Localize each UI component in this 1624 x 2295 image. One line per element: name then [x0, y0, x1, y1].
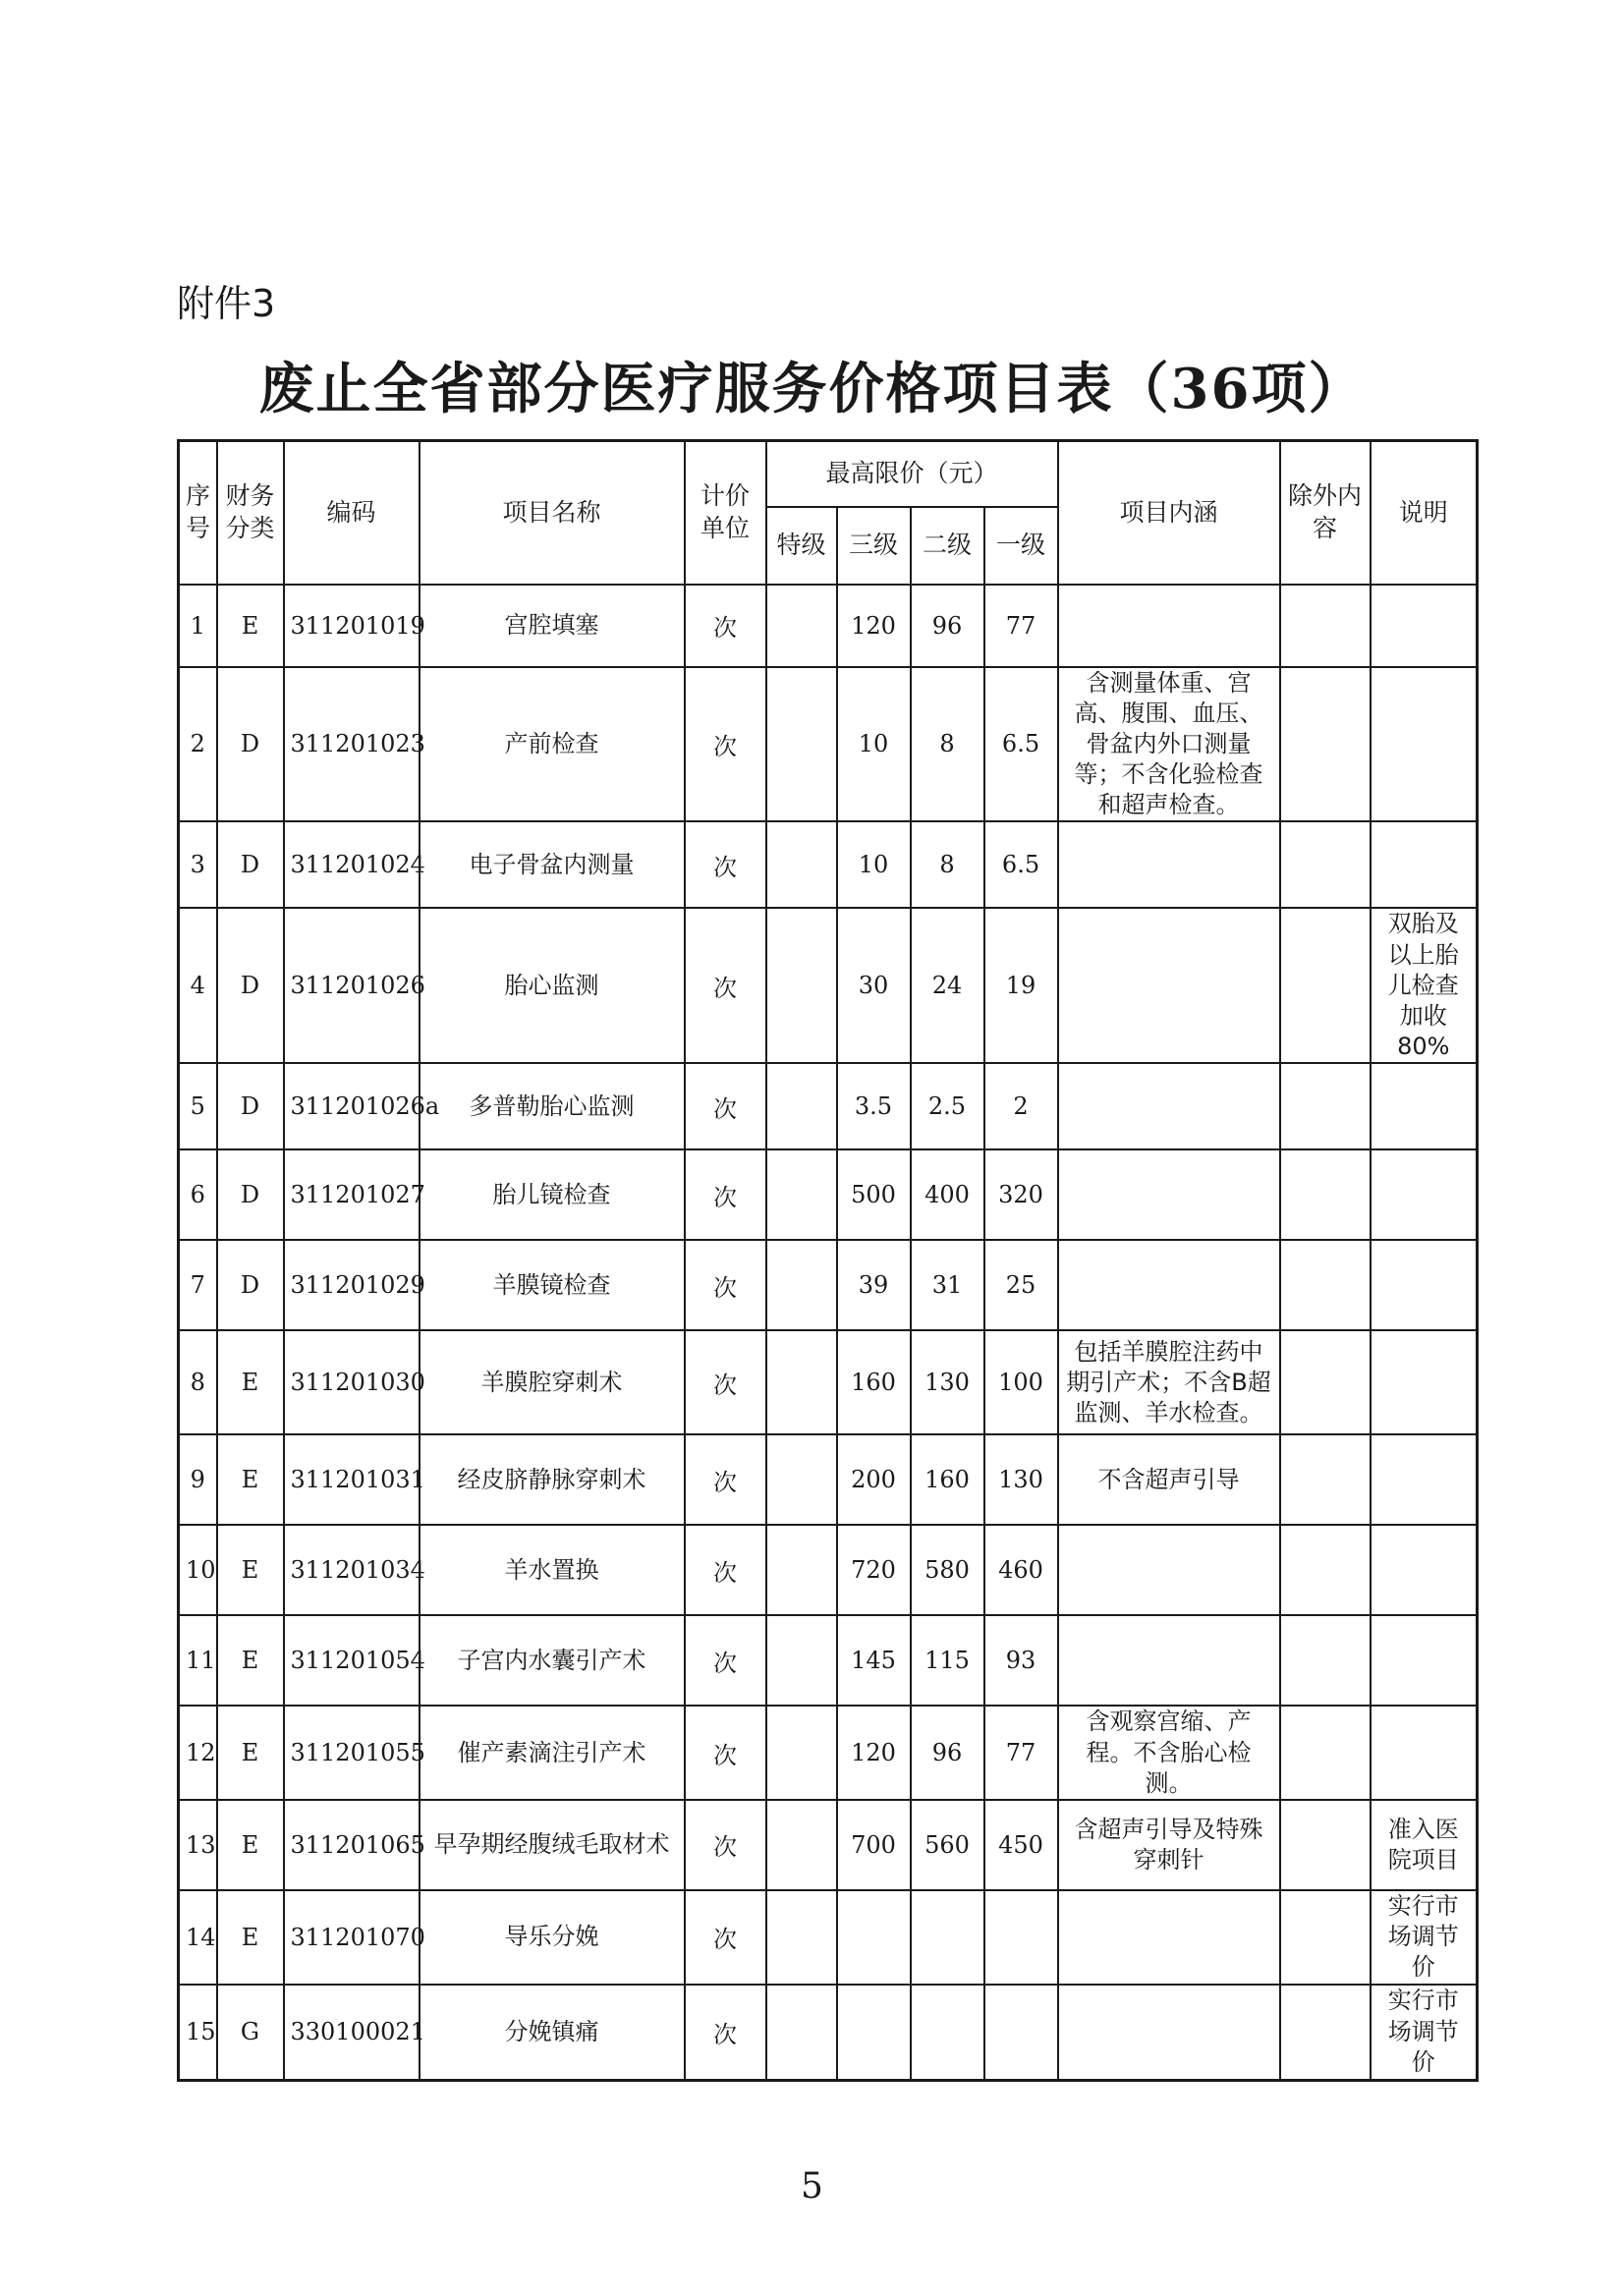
cell-category: E [217, 585, 284, 667]
cell-category: E [217, 1706, 284, 1800]
cell-notes [1371, 1615, 1478, 1706]
cell-exclusions [1280, 1240, 1371, 1330]
cell-content [1058, 1149, 1280, 1240]
header-max-price: 最高限价（元） [766, 441, 1058, 507]
cell-category: E [217, 1525, 284, 1615]
cell-special [766, 585, 837, 667]
cell-content [1058, 1240, 1280, 1330]
header-level2: 二级 [911, 507, 984, 585]
cell-special [766, 1890, 837, 1985]
cell-content: 含测量体重、宫高、腹围、血压、骨盆内外口测量等；不含化验检查和超声检查。 [1058, 667, 1280, 822]
cell-seq: 9 [179, 1434, 217, 1525]
header-special: 特级 [766, 507, 837, 585]
cell-exclusions [1280, 1330, 1371, 1434]
cell-category: D [217, 908, 284, 1063]
cell-content [1058, 1985, 1280, 2081]
table-row [179, 821, 1478, 908]
cell-special [766, 821, 837, 908]
cell-content [1058, 1890, 1280, 1985]
cell-code: 311201055 [284, 1706, 420, 1800]
cell-level1: 2 [984, 1063, 1058, 1149]
price-items-table [177, 439, 1479, 2082]
cell-notes: 双胎及以上胎儿检查加收80% [1371, 908, 1478, 1063]
header-category: 财务分类 [217, 441, 284, 585]
cell-level1: 93 [984, 1615, 1058, 1706]
cell-level2: 8 [911, 821, 984, 908]
cell-exclusions [1280, 1063, 1371, 1149]
cell-category: E [217, 1434, 284, 1525]
cell-content: 含观察宫缩、产程。不含胎心检测。 [1058, 1706, 1280, 1800]
cell-level1 [984, 1890, 1058, 1985]
table-row [179, 1149, 1478, 1240]
cell-exclusions [1280, 1890, 1371, 1985]
cell-name: 羊膜腔穿刺术 [420, 1330, 685, 1434]
cell-unit: 次 [685, 1985, 766, 2081]
cell-level2 [911, 1890, 984, 1985]
cell-name: 胎儿镜检查 [420, 1149, 685, 1240]
cell-category: E [217, 1890, 284, 1985]
cell-category: G [217, 1985, 284, 2081]
cell-seq: 11 [179, 1615, 217, 1706]
cell-level2: 96 [911, 1706, 984, 1800]
cell-seq: 7 [179, 1240, 217, 1330]
cell-notes [1371, 821, 1478, 908]
cell-exclusions [1280, 1149, 1371, 1240]
header-unit: 计价单位 [685, 441, 766, 585]
cell-code: 311201023 [284, 667, 420, 822]
table-row [179, 1434, 1478, 1525]
cell-content [1058, 1525, 1280, 1615]
cell-level1: 130 [984, 1434, 1058, 1525]
cell-special [766, 1706, 837, 1800]
cell-level3 [837, 1890, 911, 1985]
cell-level1: 6.5 [984, 821, 1058, 908]
cell-level1: 77 [984, 1706, 1058, 1800]
cell-special [766, 1330, 837, 1434]
cell-exclusions [1280, 1434, 1371, 1525]
table-row [179, 1800, 1478, 1890]
cell-level3: 160 [837, 1330, 911, 1434]
cell-unit: 次 [685, 1615, 766, 1706]
cell-level3: 120 [837, 1706, 911, 1800]
cell-notes: 实行市场调节价 [1371, 1985, 1478, 2081]
cell-code: 311201027 [284, 1149, 420, 1240]
header-exclusions: 除外内容 [1280, 441, 1371, 585]
cell-unit: 次 [685, 1149, 766, 1240]
cell-level2: 580 [911, 1525, 984, 1615]
cell-code: 311201070 [284, 1890, 420, 1985]
cell-seq: 15 [179, 1985, 217, 2081]
cell-exclusions [1280, 1615, 1371, 1706]
table-row [179, 585, 1478, 667]
cell-unit: 次 [685, 821, 766, 908]
cell-category: D [217, 667, 284, 822]
table-row [179, 1890, 1478, 1985]
header-level3: 三级 [837, 507, 911, 585]
cell-notes: 实行市场调节价 [1371, 1890, 1478, 1985]
table-row [179, 908, 1478, 1063]
cell-category: E [217, 1615, 284, 1706]
cell-unit: 次 [685, 1525, 766, 1615]
cell-notes [1371, 1525, 1478, 1615]
cell-seq: 8 [179, 1330, 217, 1434]
cell-content [1058, 1615, 1280, 1706]
cell-special [766, 1434, 837, 1525]
cell-code: 311201054 [284, 1615, 420, 1706]
cell-level2: 160 [911, 1434, 984, 1525]
header-code: 编码 [284, 441, 420, 585]
cell-level3 [837, 1985, 911, 2081]
cell-code: 311201031 [284, 1434, 420, 1525]
cell-level1: 6.5 [984, 667, 1058, 822]
cell-unit: 次 [685, 1063, 766, 1149]
cell-category: D [217, 1240, 284, 1330]
cell-name: 胎心监测 [420, 908, 685, 1063]
table-row [179, 1330, 1478, 1434]
cell-content [1058, 1063, 1280, 1149]
cell-name: 催产素滴注引产术 [420, 1706, 685, 1800]
cell-special [766, 1240, 837, 1330]
table-row [179, 1063, 1478, 1149]
cell-special [766, 1149, 837, 1240]
cell-unit: 次 [685, 667, 766, 822]
cell-level3: 720 [837, 1525, 911, 1615]
cell-notes [1371, 667, 1478, 822]
header-seq: 序号 [179, 441, 217, 585]
cell-notes [1371, 1434, 1478, 1525]
cell-seq: 13 [179, 1800, 217, 1890]
table-row [179, 1240, 1478, 1330]
table-row [179, 667, 1478, 822]
cell-exclusions [1280, 1800, 1371, 1890]
cell-level3: 10 [837, 667, 911, 822]
cell-category: D [217, 1149, 284, 1240]
cell-content [1058, 908, 1280, 1063]
cell-notes: 准入医院项目 [1371, 1800, 1478, 1890]
cell-seq: 12 [179, 1706, 217, 1800]
cell-level3: 145 [837, 1615, 911, 1706]
cell-name: 产前检查 [420, 667, 685, 822]
cell-code: 311201019 [284, 585, 420, 667]
cell-exclusions [1280, 1706, 1371, 1800]
cell-level1: 19 [984, 908, 1058, 1063]
cell-level3: 120 [837, 585, 911, 667]
cell-unit: 次 [685, 1890, 766, 1985]
header-content: 项目内涵 [1058, 441, 1280, 585]
cell-name: 早孕期经腹绒毛取材术 [420, 1800, 685, 1890]
cell-level1: 460 [984, 1525, 1058, 1615]
cell-level1: 25 [984, 1240, 1058, 1330]
table-row [179, 1706, 1478, 1800]
table-row [179, 1615, 1478, 1706]
cell-level1: 77 [984, 585, 1058, 667]
cell-name: 经皮脐静脉穿刺术 [420, 1434, 685, 1525]
cell-category: D [217, 821, 284, 908]
cell-category: E [217, 1330, 284, 1434]
cell-content: 含超声引导及特殊穿刺针 [1058, 1800, 1280, 1890]
cell-level1: 100 [984, 1330, 1058, 1434]
cell-code: 311201024 [284, 821, 420, 908]
cell-special [766, 908, 837, 1063]
cell-level2: 115 [911, 1615, 984, 1706]
cell-unit: 次 [685, 1706, 766, 1800]
cell-level3: 200 [837, 1434, 911, 1525]
cell-seq: 6 [179, 1149, 217, 1240]
cell-special [766, 1525, 837, 1615]
cell-level1 [984, 1985, 1058, 2081]
cell-notes [1371, 1330, 1478, 1434]
cell-level2: 8 [911, 667, 984, 822]
cell-notes [1371, 1240, 1478, 1330]
cell-level2: 130 [911, 1330, 984, 1434]
cell-special [766, 1985, 837, 2081]
cell-level3: 700 [837, 1800, 911, 1890]
cell-name: 分娩镇痛 [420, 1985, 685, 2081]
cell-special [766, 1800, 837, 1890]
cell-exclusions [1280, 585, 1371, 667]
table-row [179, 1525, 1478, 1615]
cell-special [766, 1615, 837, 1706]
cell-category: E [217, 1800, 284, 1890]
cell-level2 [911, 1985, 984, 2081]
cell-content: 不含超声引导 [1058, 1434, 1280, 1525]
cell-level1: 320 [984, 1149, 1058, 1240]
page-title: 废止全省部分医疗服务价格项目表（36项） [258, 357, 1366, 421]
cell-level2: 2.5 [911, 1063, 984, 1149]
cell-notes [1371, 1149, 1478, 1240]
cell-level2: 560 [911, 1800, 984, 1890]
cell-content [1058, 585, 1280, 667]
cell-level2: 31 [911, 1240, 984, 1330]
cell-level3: 500 [837, 1149, 911, 1240]
cell-name: 多普勒胎心监测 [420, 1063, 685, 1149]
cell-unit: 次 [685, 585, 766, 667]
cell-unit: 次 [685, 1240, 766, 1330]
cell-special [766, 667, 837, 822]
cell-name: 导乐分娩 [420, 1890, 685, 1985]
cell-name: 宫腔填塞 [420, 585, 685, 667]
cell-code: 311201030 [284, 1330, 420, 1434]
cell-seq: 2 [179, 667, 217, 822]
cell-unit: 次 [685, 908, 766, 1063]
cell-unit: 次 [685, 1800, 766, 1890]
cell-seq: 10 [179, 1525, 217, 1615]
cell-code: 311201029 [284, 1240, 420, 1330]
cell-code: 330100021 [284, 1985, 420, 2081]
cell-seq: 3 [179, 821, 217, 908]
cell-seq: 4 [179, 908, 217, 1063]
cell-code: 311201026 [284, 908, 420, 1063]
cell-level3: 30 [837, 908, 911, 1063]
cell-unit: 次 [685, 1330, 766, 1434]
cell-level3: 39 [837, 1240, 911, 1330]
cell-level3: 3.5 [837, 1063, 911, 1149]
cell-level2: 24 [911, 908, 984, 1063]
page-number: 5 [801, 2166, 823, 2207]
cell-exclusions [1280, 1985, 1371, 2081]
cell-level2: 96 [911, 585, 984, 667]
cell-seq: 1 [179, 585, 217, 667]
cell-unit: 次 [685, 1434, 766, 1525]
attachment-label: 附件3 [177, 282, 276, 325]
cell-code: 311201034 [284, 1525, 420, 1615]
cell-name: 羊水置换 [420, 1525, 685, 1615]
cell-seq: 5 [179, 1063, 217, 1149]
cell-exclusions [1280, 667, 1371, 822]
cell-special [766, 1063, 837, 1149]
cell-exclusions [1280, 1525, 1371, 1615]
cell-level2: 400 [911, 1149, 984, 1240]
cell-content: 包括羊膜腔注药中期引产术；不含B超监测、羊水检查。 [1058, 1330, 1280, 1434]
cell-code: 311201065 [284, 1800, 420, 1890]
cell-code: 311201026a [284, 1063, 420, 1149]
cell-name: 子宫内水囊引产术 [420, 1615, 685, 1706]
cell-notes [1371, 1706, 1478, 1800]
cell-level1: 450 [984, 1800, 1058, 1890]
cell-seq: 14 [179, 1890, 217, 1985]
cell-content [1058, 821, 1280, 908]
header-level1: 一级 [984, 507, 1058, 585]
cell-exclusions [1280, 908, 1371, 1063]
table-row [179, 1985, 1478, 2081]
cell-exclusions [1280, 821, 1371, 908]
cell-level3: 10 [837, 821, 911, 908]
cell-notes [1371, 1063, 1478, 1149]
cell-name: 羊膜镜检查 [420, 1240, 685, 1330]
header-name: 项目名称 [420, 441, 685, 585]
cell-notes [1371, 585, 1478, 667]
cell-name: 电子骨盆内测量 [420, 821, 685, 908]
header-notes: 说明 [1371, 441, 1478, 585]
cell-category: D [217, 1063, 284, 1149]
